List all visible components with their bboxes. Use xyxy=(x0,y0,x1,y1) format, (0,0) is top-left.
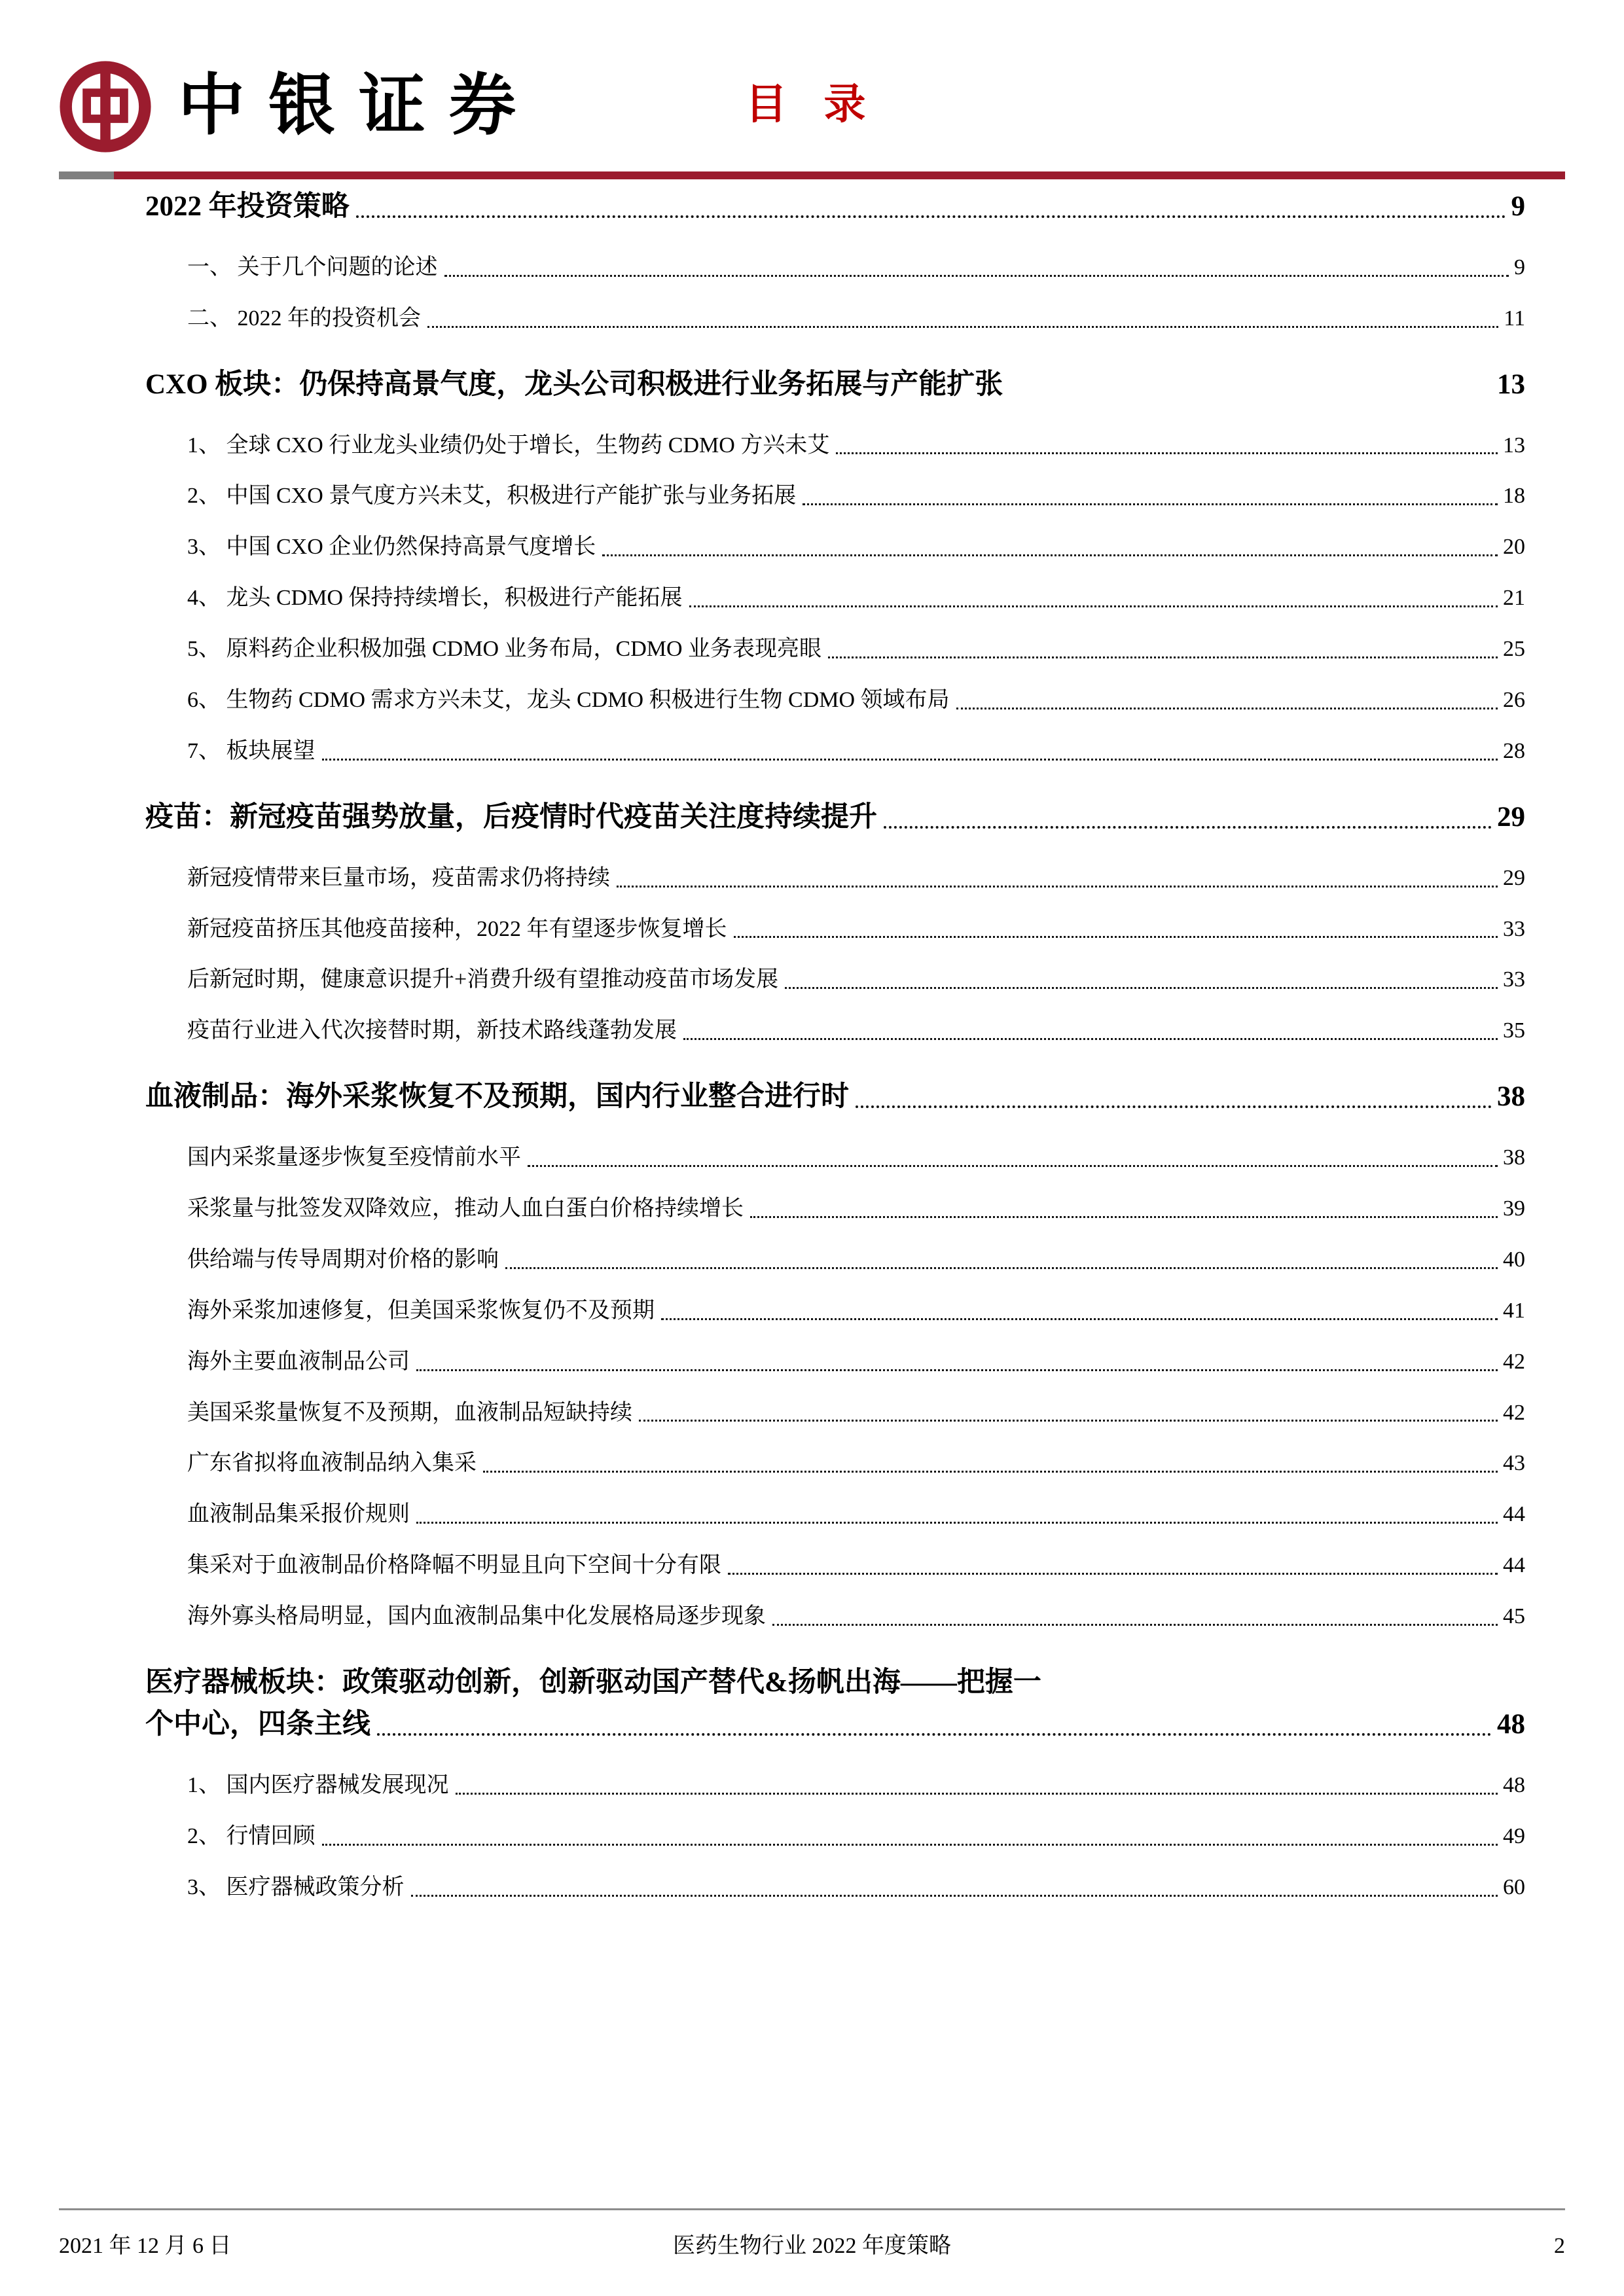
toc-entry-page: 44 xyxy=(1503,1502,1525,1527)
toc-entry-label: 2022 年投资策略 xyxy=(145,191,350,222)
toc-entry-page: 48 xyxy=(1503,1772,1525,1797)
table-of-contents xyxy=(145,188,1525,1913)
toc-entry[interactable] xyxy=(187,253,1525,283)
brand-name: 中银证券 xyxy=(178,69,539,143)
footer-report-title: 医药生物行业 2022 年度策略 xyxy=(673,2234,951,2258)
toc-entry-label: 2、 行情回顾 xyxy=(187,1823,316,1848)
toc-entry[interactable] xyxy=(187,304,1525,334)
brand-row xyxy=(59,0,1565,153)
toc-entry-page: 38 xyxy=(1497,1081,1525,1113)
toc-entry-page: 42 xyxy=(1503,1349,1525,1374)
toc-entry-page: 40 xyxy=(1503,1247,1525,1272)
toc-entry-page: 25 xyxy=(1503,637,1525,662)
toc-leader-dots xyxy=(416,1522,1498,1524)
toc-entry-page: 41 xyxy=(1503,1298,1525,1323)
toc-entry[interactable] xyxy=(187,583,1525,613)
toc-entry[interactable] xyxy=(145,188,1525,225)
toc-entry[interactable] xyxy=(145,1706,1525,1743)
toc-leader-dots xyxy=(416,1369,1498,1371)
toc-entry-page: 29 xyxy=(1497,801,1525,833)
toc-entry-label: 二、 2022 年的投资机会 xyxy=(187,306,421,331)
toc-entry[interactable] xyxy=(187,1770,1525,1801)
toc-entry-page: 18 xyxy=(1503,484,1525,509)
toc-entry-label: 一、 关于几个问题的论述 xyxy=(187,255,438,279)
toc-leader-dots xyxy=(456,1793,1498,1795)
toc-entry[interactable] xyxy=(187,1347,1525,1377)
toc-entry-label: 海外主要血液制品公司 xyxy=(187,1349,410,1374)
toc-leader-dots xyxy=(505,1267,1498,1269)
toc-entry[interactable] xyxy=(187,1448,1525,1479)
toc-entry-page: 28 xyxy=(1503,738,1525,763)
toc-entry[interactable] xyxy=(187,431,1525,461)
toc-entry-page: 48 xyxy=(1497,1708,1525,1740)
toc-entry-page: 33 xyxy=(1503,967,1525,992)
toc-entry-page: 33 xyxy=(1503,916,1525,941)
toc-entry[interactable] xyxy=(187,1873,1525,1903)
toc-entry[interactable] xyxy=(145,1079,1525,1115)
toc-entry[interactable] xyxy=(187,532,1525,562)
toc-entry-label: 新冠疫情带来巨量市场，疫苗需求仍将持续 xyxy=(187,865,610,890)
toc-entry-label: 集采对于血液制品价格降幅不明显且向下空间十分有限 xyxy=(187,1553,721,1578)
toc-entry-page: 26 xyxy=(1503,688,1525,713)
toc-entry[interactable] xyxy=(145,367,1525,403)
toc-entry[interactable] xyxy=(187,481,1525,511)
toc-leader-dots xyxy=(689,605,1498,607)
toc-entry-page: 35 xyxy=(1503,1018,1525,1043)
toc-entry-label: 供给端与传导周期对价格的影响 xyxy=(187,1247,499,1272)
toc-entry-label: 个中心，四条主线 xyxy=(145,1708,370,1740)
report-header xyxy=(59,0,1565,179)
toc-entry-label: 6、 生物药 CDMO 需求方兴未艾，龙头 CDMO 积极进行生物 CDMO 领域布局 xyxy=(187,688,950,713)
toc-entry-label: 美国采浆量恢复不及预期，血液制品短缺持续 xyxy=(187,1400,632,1425)
toc-entry-page: 39 xyxy=(1503,1196,1525,1221)
toc-entry[interactable] xyxy=(187,736,1525,766)
toc-leader-dots xyxy=(377,1733,1492,1736)
toc-entry[interactable] xyxy=(187,965,1525,995)
toc-leader-dots xyxy=(483,1471,1498,1473)
toc-entry-page: 38 xyxy=(1503,1145,1525,1170)
toc-entry[interactable] xyxy=(187,1602,1525,1632)
toc-entry-label: 国内采浆量逐步恢复至疫情前水平 xyxy=(187,1145,521,1170)
toc-leader-dots xyxy=(683,1038,1498,1040)
toc-leader-dots xyxy=(661,1318,1498,1320)
toc-entry-label: CXO 板块：仍保持高景气度，龙头公司积极进行业务拓展与产能扩张 xyxy=(145,368,1003,400)
toc-entry-page: 13 xyxy=(1497,368,1525,400)
toc-entry-label: 医疗器械板块：政策驱动创新，创新驱动国产替代&扬帆出海——把握一 xyxy=(145,1667,1041,1698)
toc-leader-dots xyxy=(836,452,1498,454)
toc-entry[interactable] xyxy=(187,1821,1525,1852)
toc-entry[interactable] xyxy=(187,1499,1525,1530)
toc-entry-page: 9 xyxy=(1511,191,1525,222)
toc-leader-dots xyxy=(956,708,1498,709)
toc-leader-dots xyxy=(772,1624,1498,1626)
toc-entry-page: 45 xyxy=(1503,1604,1525,1629)
toc-entry-page: 60 xyxy=(1503,1874,1525,1899)
toc-entry[interactable] xyxy=(187,1143,1525,1173)
boc-coin-logo-icon xyxy=(59,60,152,153)
toc-entry-label: 5、 原料药企业积极加强 CDMO 业务布局，CDMO 业务表现亮眼 xyxy=(187,637,822,662)
toc-entry-page: 43 xyxy=(1503,1451,1525,1476)
toc-leader-dots xyxy=(734,936,1498,938)
footer-page-number: 2 xyxy=(1554,2234,1565,2258)
page-title: 目 录 xyxy=(745,81,879,128)
header-rule xyxy=(59,171,1565,179)
toc-entry-label: 广东省拟将血液制品纳入集采 xyxy=(187,1451,477,1476)
toc-leader-dots xyxy=(322,759,1498,761)
toc-entry-page: 42 xyxy=(1503,1400,1525,1425)
toc-leader-dots xyxy=(750,1216,1498,1218)
toc-leader-dots xyxy=(528,1165,1498,1167)
toc-entry-label: 后新冠时期，健康意识提升+消费升级有望推动疫苗市场发展 xyxy=(187,967,779,992)
toc-leader-dots xyxy=(639,1420,1498,1422)
toc-entry[interactable] xyxy=(187,1551,1525,1581)
toc-entry[interactable] xyxy=(187,1016,1525,1046)
toc-entry-page: 29 xyxy=(1503,865,1525,890)
toc-entry-label: 疫苗：新冠疫苗强势放量，后疫情时代疫苗关注度持续提升 xyxy=(145,801,877,833)
toc-leader-dots xyxy=(884,826,1492,829)
toc-entry-page: 9 xyxy=(1514,255,1525,279)
toc-entry[interactable] xyxy=(145,799,1525,836)
toc-entry[interactable] xyxy=(187,634,1525,664)
toc-entry-label: 采浆量与批签发双降效应，推动人血白蛋白价格持续增长 xyxy=(187,1196,744,1221)
toc-entry-label: 1、 全球 CXO 行业龙头业绩仍处于增长，生物药 CDMO 方兴未艾 xyxy=(187,433,830,457)
toc-leader-dots xyxy=(617,886,1498,888)
toc-leader-dots xyxy=(785,987,1498,989)
toc-entry-page: 11 xyxy=(1504,306,1525,331)
toc-entry-page: 44 xyxy=(1503,1553,1525,1578)
toc-entry-page: 49 xyxy=(1503,1823,1525,1848)
toc-entry[interactable] xyxy=(187,1194,1525,1224)
toc-leader-dots xyxy=(322,1844,1498,1846)
toc-entry[interactable] xyxy=(187,1398,1525,1428)
toc-entry-label: 血液制品集采报价规则 xyxy=(187,1502,410,1527)
toc-entry-label: 4、 龙头 CDMO 保持持续增长，积极进行产能拓展 xyxy=(187,586,683,611)
toc-entry[interactable] xyxy=(145,1664,1525,1701)
toc-entry-label: 血液制品：海外采浆恢复不及预期，国内行业整合进行时 xyxy=(145,1081,849,1113)
toc-entry-page: 20 xyxy=(1503,535,1525,560)
footer-date: 2021 年 12 月 6 日 xyxy=(59,2234,232,2258)
toc-leader-dots xyxy=(427,326,1498,328)
toc-entry-label: 2、 中国 CXO 景气度方兴未艾，积极进行产能扩张与业务拓展 xyxy=(187,484,797,509)
toc-entry[interactable] xyxy=(187,914,1525,944)
toc-leader-dots xyxy=(356,215,1506,218)
toc-entry-label: 新冠疫苗挤压其他疫苗接种，2022 年有望逐步恢复增长 xyxy=(187,916,727,941)
report-footer xyxy=(59,2208,1565,2259)
toc-leader-dots xyxy=(411,1895,1498,1897)
toc-entry-page: 21 xyxy=(1503,586,1525,611)
toc-entry[interactable] xyxy=(187,1296,1525,1326)
toc-entry-label: 疫苗行业进入代次接替时期，新技术路线蓬勃发展 xyxy=(187,1018,677,1043)
toc-leader-dots xyxy=(602,554,1498,556)
toc-entry-label: 海外寡头格局明显，国内血液制品集中化发展格局逐步现象 xyxy=(187,1604,766,1629)
toc-entry-page: 13 xyxy=(1503,433,1525,457)
toc-leader-dots xyxy=(828,656,1498,658)
toc-leader-dots xyxy=(803,503,1498,505)
toc-leader-dots xyxy=(444,275,1509,277)
toc-entry-label: 7、 板块展望 xyxy=(187,738,316,763)
toc-leader-dots xyxy=(856,1105,1492,1108)
toc-entry[interactable] xyxy=(187,1245,1525,1275)
toc-entry-label: 3、 中国 CXO 企业仍然保持高景气度增长 xyxy=(187,535,596,560)
toc-entry[interactable] xyxy=(187,685,1525,715)
toc-leader-dots xyxy=(728,1573,1498,1575)
toc-entry-label: 海外采浆加速修复，但美国采浆恢复仍不及预期 xyxy=(187,1298,655,1323)
toc-entry[interactable] xyxy=(187,863,1525,893)
toc-entry-label: 3、 医疗器械政策分析 xyxy=(187,1874,405,1899)
toc-entry-label: 1、 国内医疗器械发展现况 xyxy=(187,1772,449,1797)
